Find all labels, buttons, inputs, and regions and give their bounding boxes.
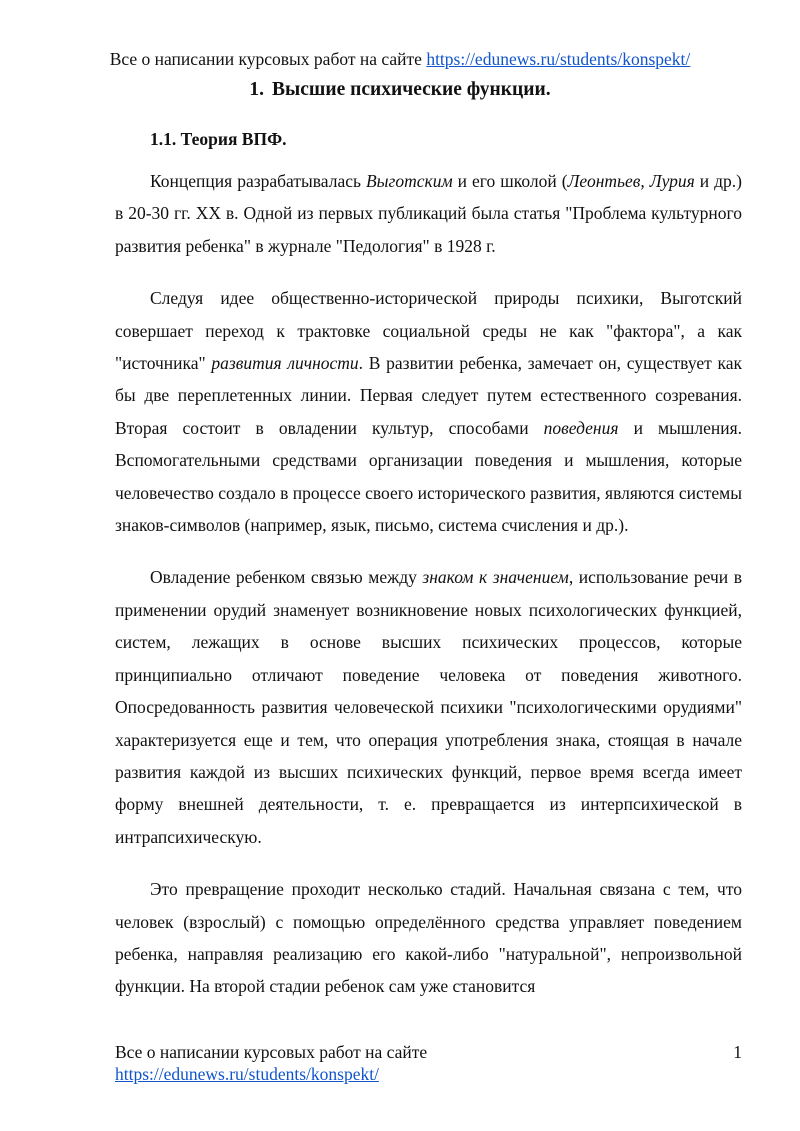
- header-link[interactable]: https://edunews.ru/students/konspekt/: [426, 49, 691, 69]
- paragraph: [115, 561, 742, 853]
- text-run: и мышления. Вспомогательными средствами организации поведения и мышления, которые человечество создало в процессе своего исторического развития, являются системы знаков-символов (например, язык, письмо, система счисления и др.).: [115, 417, 743, 536]
- italic-term: развития личности: [211, 353, 359, 374]
- text-run: Овладение ребенком связью между: [150, 567, 423, 588]
- footer-link[interactable]: https://edunews.ru/students/konspekt/: [115, 1064, 379, 1084]
- footer-text: Все о написании курсовых работ на сайте: [115, 1042, 428, 1062]
- italic-term: поведения: [543, 417, 619, 438]
- paragraph: [115, 282, 742, 541]
- italic-term: Выготским: [365, 171, 453, 191]
- section-title: 1.1. Теория ВПФ.: [150, 129, 287, 149]
- text-run: Следуя идее общественно-исторической природы психики, Выготский совершает переход к трактовке социальной среды не как "фактора", а как "источника": [115, 288, 742, 374]
- paragraph: [115, 165, 742, 262]
- text-run: . В развитии ребенка, замечает он, существует как бы две переплетенных линии. Первая следует путем естественного созревания. Вторая состоит в овладении культур, способами: [115, 353, 743, 438]
- text-run: Концепция разрабатывалась: [150, 171, 366, 191]
- page-title: [0, 77, 800, 103]
- text-run: Это превращение проходит несколько стадий. Начальная связана с тем, что человек (взрослый) с помощью определённого средства управляет поведением ребенка, направляя реализацию его какой-либо "натуральной", непроизвольной функции. На второй стадии ребенок сам уже становится: [115, 879, 742, 997]
- text-run: , использование речи в применении орудий знаменует возникновение новых психологических функцией, систем, лежащих в основе высших психических процессов, которые принципиально отличают поведение человека от поведения животного. Опосредованность развития человеческой психики "психологическими орудиями" характеризуется еще и тем, что операция употребления знака, стоящая в начале развития каждой из высших психических функций, первое время всегда имеет форму внешней деятельности, т. е. превращается из интерпсихической в интрапсихическую.: [115, 567, 743, 847]
- text-run: и его школой (: [452, 171, 568, 191]
- title-number: 1.: [249, 79, 265, 100]
- italic-term: Леонтьев, Лурия: [567, 171, 695, 191]
- italic-term: знаком к значением: [422, 567, 569, 588]
- text-run: и др.) в 20-30 гг. XX в. Одной из первых публикаций была статья "Проблема культурного развития ребенка" в журнале "Педология" в 1928 г.: [115, 171, 742, 256]
- page-header: [0, 47, 800, 71]
- header-text: Все о написании курсовых работ на сайте: [109, 49, 422, 69]
- page-number: 1: [733, 1042, 742, 1062]
- paragraph: [115, 873, 742, 1003]
- title-text: Высшие психические функции.: [272, 79, 551, 100]
- page-footer: [115, 1041, 742, 1085]
- document-body: [115, 123, 742, 1003]
